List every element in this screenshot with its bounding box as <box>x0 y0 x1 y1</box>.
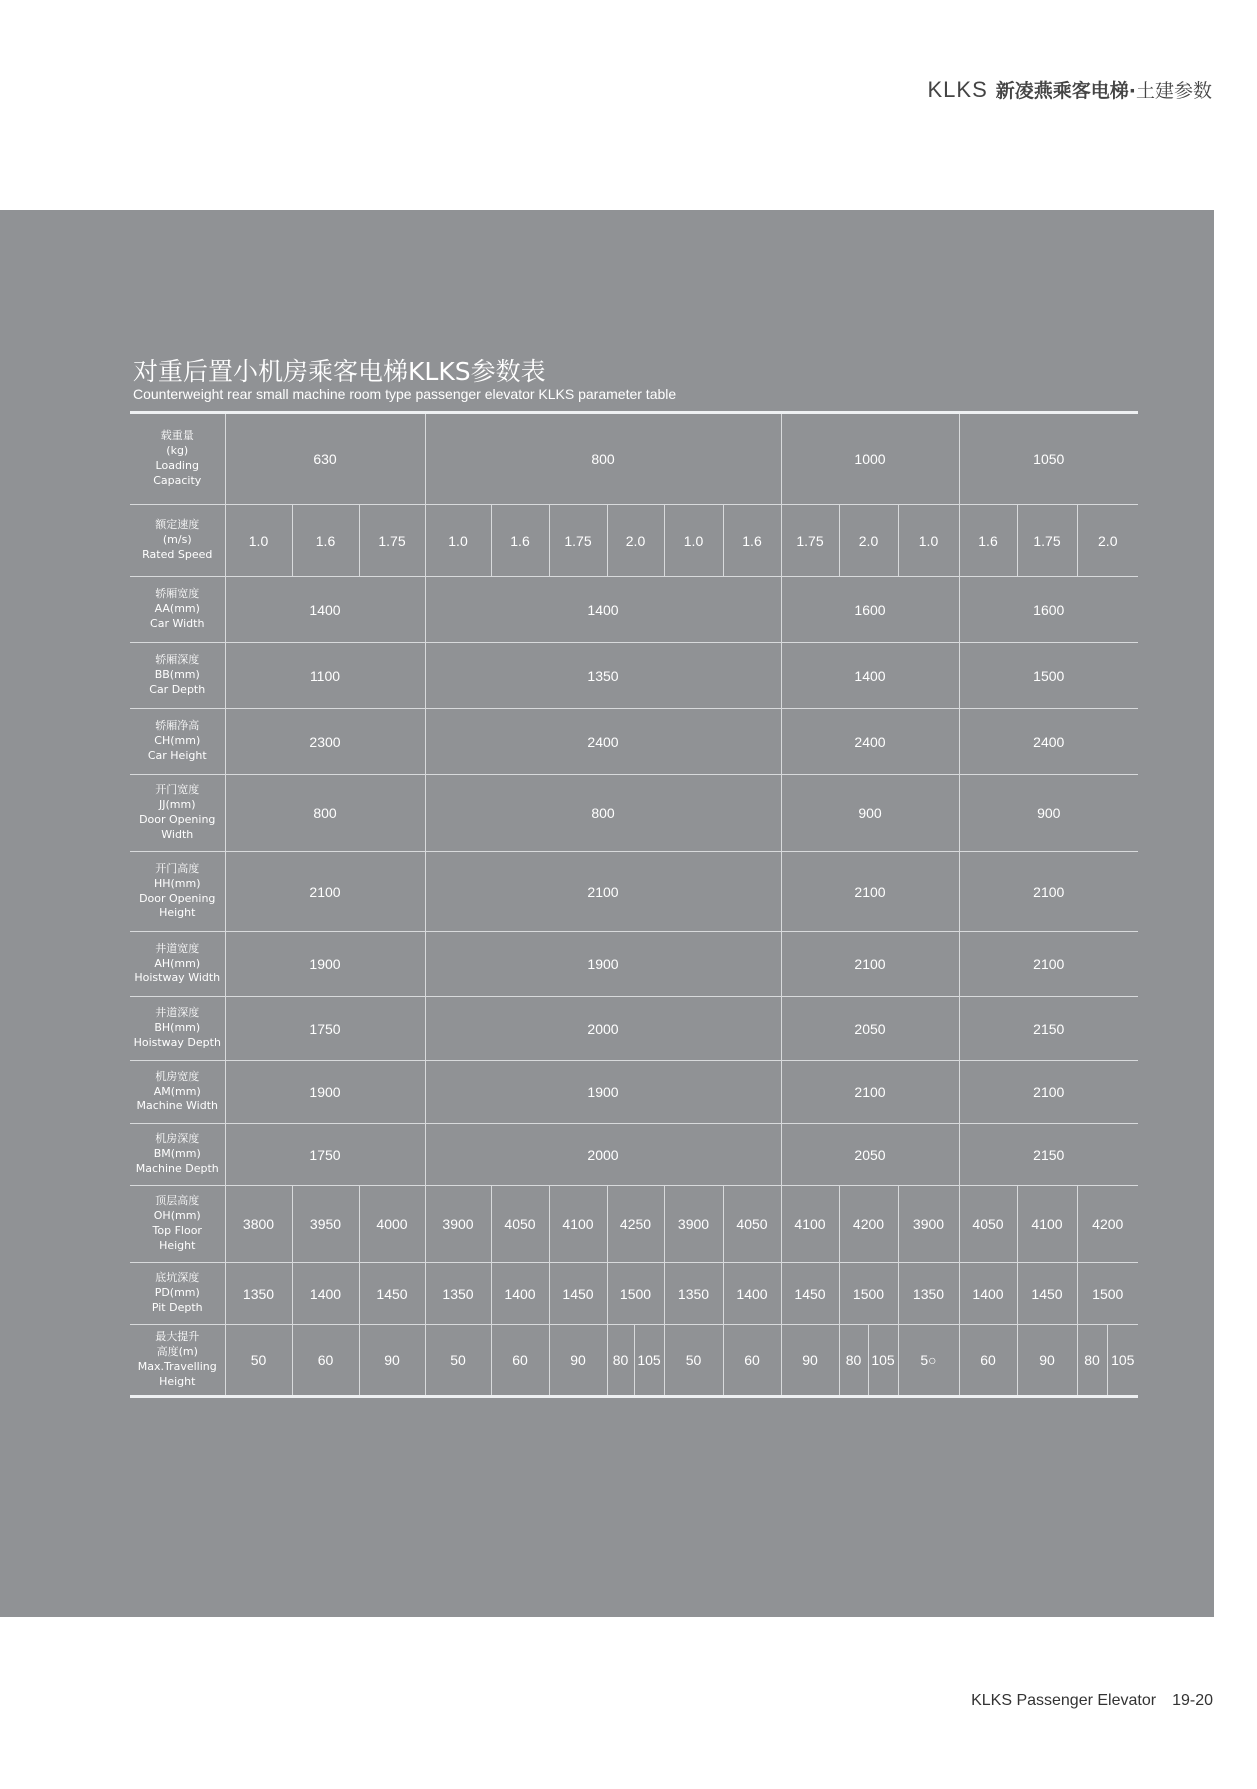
table-cell: 60 <box>292 1325 359 1397</box>
table-title-chinese: 对重后置小机房乘客电梯KLKS参数表 <box>133 357 546 386</box>
row-label-line: Car Depth <box>149 682 206 696</box>
table-cell: 2400 <box>425 709 781 775</box>
row-label <box>130 1325 225 1397</box>
row-label-line: 机房深度 <box>155 1132 200 1146</box>
table-cell: 2050 <box>781 1124 959 1186</box>
row-label-line: 高度(m) <box>156 1345 198 1359</box>
row-label-line: Door Opening <box>139 813 216 826</box>
table-cell: 3950 <box>292 1186 359 1263</box>
table-row <box>130 775 1138 852</box>
header-series: 新凌燕乘客电梯· <box>995 80 1136 102</box>
table-row <box>130 709 1138 775</box>
table-cell: 2400 <box>781 709 959 775</box>
row-label-line: HH(mm) <box>153 876 201 890</box>
table-cell: 4100 <box>1017 1186 1077 1263</box>
table-cell: 1350 <box>425 643 781 709</box>
table-cell: 4200 <box>1077 1186 1138 1263</box>
table-cell: 1.6 <box>723 505 781 577</box>
table-cell: 1.6 <box>292 505 359 577</box>
table-cell: 3900 <box>898 1186 959 1263</box>
row-label-line: 轿厢净高 <box>155 719 200 733</box>
table-cell: 1400 <box>781 643 959 709</box>
table-cell: 1450 <box>549 1263 607 1325</box>
row-label-line: Height <box>159 1238 196 1252</box>
row-label-line: CH(mm) <box>154 734 201 748</box>
row-label <box>130 1061 225 1124</box>
table-cell: 1.6 <box>491 505 549 577</box>
row-label-line: Machine Width <box>136 1099 218 1113</box>
row-label-line: AH(mm) <box>154 956 201 970</box>
table-cell: 50 <box>425 1325 491 1397</box>
table-cell: 2150 <box>959 997 1138 1061</box>
row-label-line: Loading <box>155 459 199 472</box>
table-cell: 4050 <box>491 1186 549 1263</box>
table-cell: 2100 <box>781 1061 959 1124</box>
table-cell: 1400 <box>225 577 425 643</box>
table-cell: 4250 <box>607 1186 664 1263</box>
table-cell: 5○ <box>898 1325 959 1397</box>
table-row <box>130 577 1138 643</box>
table-cell: 3900 <box>425 1186 491 1263</box>
table-cell: 1450 <box>1017 1263 1077 1325</box>
row-label-line: 额定速度 <box>155 518 200 532</box>
table-row <box>130 413 1138 505</box>
table-cell: 2.0 <box>607 505 664 577</box>
row-label-line: 轿厢宽度 <box>155 587 200 601</box>
table-row <box>130 852 1138 932</box>
row-label-line: 底坑深度 <box>155 1271 200 1285</box>
table-cell: 1350 <box>225 1263 292 1325</box>
row-label-line: Height <box>159 1374 196 1388</box>
row-label-line: AM(mm) <box>153 1084 201 1098</box>
table-cell: 900 <box>781 775 959 852</box>
table-cell: 1100 <box>225 643 425 709</box>
page-number: 19-20 <box>1172 1692 1213 1709</box>
table-cell: 50 <box>225 1325 292 1397</box>
row-label-line: Capacity <box>153 473 202 487</box>
row-label <box>130 643 225 709</box>
table-cell: 1.0 <box>425 505 491 577</box>
table-cell: 105 <box>868 1325 898 1397</box>
row-label-line: 开门高度 <box>155 861 200 875</box>
row-label <box>130 1186 225 1263</box>
table-cell: 2100 <box>225 852 425 932</box>
table-cell: 1900 <box>425 1061 781 1124</box>
table-cell: 2000 <box>425 1124 781 1186</box>
table-cell: 1600 <box>959 577 1138 643</box>
row-label <box>130 932 225 997</box>
table-cell: 50 <box>664 1325 723 1397</box>
table-cell: 90 <box>781 1325 839 1397</box>
table-cell: 4000 <box>359 1186 425 1263</box>
table-cell: 1500 <box>1077 1263 1138 1325</box>
table-cell: 2100 <box>959 932 1138 997</box>
row-label-line: Machine Depth <box>135 1161 219 1175</box>
row-label-line: 轿厢深度 <box>155 653 200 667</box>
table-cell: 2050 <box>781 997 959 1061</box>
table-cell: 1900 <box>225 932 425 997</box>
table-cell: 1.75 <box>359 505 425 577</box>
row-label-line: 开门宽度 <box>155 783 200 797</box>
row-label-line: (kg) <box>166 444 189 458</box>
table-cell: 1.0 <box>225 505 292 577</box>
table-cell: 4100 <box>781 1186 839 1263</box>
table-cell: 2.0 <box>1077 505 1138 577</box>
row-label-line: PD(mm) <box>154 1286 200 1300</box>
table-cell: 630 <box>225 413 425 505</box>
row-label-line: AA(mm) <box>154 602 200 616</box>
footer-title: KLKS Passenger Elevator <box>971 1692 1157 1709</box>
row-label-line: BB(mm) <box>154 668 200 682</box>
table-cell: 1350 <box>425 1263 491 1325</box>
table-cell: 2150 <box>959 1124 1138 1186</box>
row-label-line: Car Height <box>147 748 207 762</box>
row-label <box>130 1263 225 1325</box>
row-label-line: Hoistway Depth <box>133 1035 221 1049</box>
row-label-line: JJ(mm) <box>158 798 196 812</box>
row-label-line: 顶层高度 <box>155 1194 200 1208</box>
table-cell: 1000 <box>781 413 959 505</box>
table-cell: 1400 <box>723 1263 781 1325</box>
table-row <box>130 643 1138 709</box>
header-brand: KLKS <box>927 77 988 102</box>
row-label-line: Door Opening <box>139 891 216 905</box>
row-label-line: 载重量 <box>160 429 194 443</box>
table-cell: 60 <box>491 1325 549 1397</box>
table-cell: 4050 <box>959 1186 1017 1263</box>
table-cell: 2000 <box>425 997 781 1061</box>
row-label <box>130 1124 225 1186</box>
row-label-line: Top Floor <box>152 1224 202 1237</box>
table-cell: 4050 <box>723 1186 781 1263</box>
table-cell: 900 <box>959 775 1138 852</box>
table-row <box>130 1061 1138 1124</box>
table-row <box>130 997 1138 1061</box>
table-cell: 1500 <box>839 1263 898 1325</box>
table-cell: 2100 <box>959 1061 1138 1124</box>
row-label-line: Height <box>159 906 196 920</box>
table-cell: 1450 <box>781 1263 839 1325</box>
table-cell: 1350 <box>898 1263 959 1325</box>
table-cell: 1050 <box>959 413 1138 505</box>
table-cell: 2100 <box>781 852 959 932</box>
table-cell: 105 <box>634 1325 664 1397</box>
row-label <box>130 852 225 932</box>
row-label <box>130 709 225 775</box>
row-label <box>130 505 225 577</box>
row-label-line: 机房宽度 <box>155 1069 200 1083</box>
table-cell: 80 <box>1077 1325 1107 1397</box>
table-row <box>130 1186 1138 1263</box>
table-row <box>130 1263 1138 1325</box>
table-cell: 90 <box>359 1325 425 1397</box>
table-row <box>130 1124 1138 1186</box>
table-row <box>130 1325 1138 1397</box>
table-cell: 1.0 <box>898 505 959 577</box>
table-cell: 2100 <box>959 852 1138 932</box>
row-label-line: 井道深度 <box>155 1006 200 1020</box>
table-cell: 60 <box>959 1325 1017 1397</box>
row-label <box>130 577 225 643</box>
table-cell: 800 <box>425 775 781 852</box>
table-cell: 4100 <box>549 1186 607 1263</box>
row-label-line: Car Width <box>150 616 205 630</box>
table-row <box>130 505 1138 577</box>
table-cell: 2.0 <box>839 505 898 577</box>
parameter-table <box>130 411 1138 1398</box>
page-header <box>928 76 1213 103</box>
table-cell: 1400 <box>491 1263 549 1325</box>
table-cell: 2300 <box>225 709 425 775</box>
row-label-line: (m/s) <box>162 533 192 547</box>
table-cell: 800 <box>225 775 425 852</box>
row-label-line: Max.Travelling <box>137 1360 217 1373</box>
table-cell: 3900 <box>664 1186 723 1263</box>
table-cell: 60 <box>723 1325 781 1397</box>
table-cell: 1400 <box>959 1263 1017 1325</box>
row-label-line: Hoistway Width <box>134 971 221 985</box>
table-cell: 3800 <box>225 1186 292 1263</box>
table-cell: 1.75 <box>1017 505 1077 577</box>
table-cell: 1.6 <box>959 505 1017 577</box>
row-label-line: Pit Depth <box>151 1300 203 1314</box>
table-cell: 1750 <box>225 1124 425 1186</box>
row-label-line: 井道宽度 <box>155 941 200 955</box>
row-label-line: 最大提升 <box>155 1330 200 1344</box>
table-cell: 4200 <box>839 1186 898 1263</box>
table-cell: 1.75 <box>549 505 607 577</box>
table-cell: 2100 <box>781 932 959 997</box>
row-label-line: BM(mm) <box>153 1147 201 1161</box>
table-cell: 1.75 <box>781 505 839 577</box>
table-cell: 1750 <box>225 997 425 1061</box>
row-label-line: OH(mm) <box>153 1209 201 1223</box>
table-cell: 90 <box>1017 1325 1077 1397</box>
row-label <box>130 413 225 505</box>
row-label-line: BH(mm) <box>154 1021 201 1035</box>
table-row <box>130 932 1138 997</box>
row-label <box>130 997 225 1061</box>
table-cell: 1500 <box>607 1263 664 1325</box>
table-title-english: Counterweight rear small machine room type passenger elevator KLKS parameter table <box>133 386 677 402</box>
table-cell: 2400 <box>959 709 1138 775</box>
table-cell: 1500 <box>959 643 1138 709</box>
row-label-line: Width <box>161 827 194 841</box>
header-section: 土建参数 <box>1135 80 1212 102</box>
table-cell: 1600 <box>781 577 959 643</box>
table-cell: 2100 <box>425 852 781 932</box>
table-cell: 1400 <box>292 1263 359 1325</box>
row-label-line: Rated Speed <box>142 547 213 561</box>
row-label <box>130 775 225 852</box>
table-cell: 1450 <box>359 1263 425 1325</box>
table-cell: 1.0 <box>664 505 723 577</box>
table-cell: 90 <box>549 1325 607 1397</box>
table-cell: 80 <box>839 1325 868 1397</box>
table-cell: 1350 <box>664 1263 723 1325</box>
table-cell: 1900 <box>225 1061 425 1124</box>
table-cell: 105 <box>1107 1325 1138 1397</box>
table-cell: 80 <box>607 1325 634 1397</box>
table-cell: 1900 <box>425 932 781 997</box>
page-footer <box>971 1692 1213 1710</box>
table-cell: 1400 <box>425 577 781 643</box>
table-cell: 800 <box>425 413 781 505</box>
